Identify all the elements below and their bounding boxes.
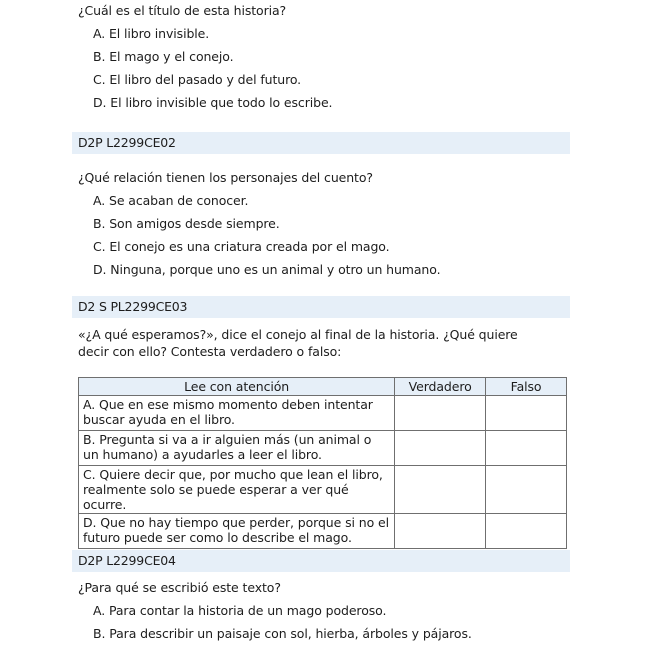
statement-cell: D. Que no hay tiempo que perder, porque si no el futuro puede ser como lo describe el mago. (79, 514, 395, 549)
question-2-option-c: C. El conejo es una criatura creada por el mago. (93, 239, 390, 254)
table-row (79, 396, 567, 431)
question-code: D2 S PL2299CE03 (78, 299, 188, 314)
question-2-option-a: A. Se acaban de conocer. (93, 193, 249, 208)
table-row (79, 431, 567, 466)
true-answer-cell[interactable] (395, 431, 486, 466)
column-header-statement: Lee con atención (79, 378, 395, 396)
question-1-option-c: C. El libro del pasado y del futuro. (93, 72, 302, 87)
question-code-bar (72, 550, 570, 572)
column-header-false: Falso (486, 378, 567, 396)
table-header-row (79, 378, 567, 396)
question-1-option-a: A. El libro invisible. (93, 26, 210, 41)
question-2-option-b: B. Son amigos desde siempre. (93, 216, 280, 231)
question-2-option-d: D. Ninguna, porque uno es un animal y otro un humano. (93, 262, 441, 277)
question-code: D2P L2299CE04 (78, 553, 176, 568)
column-header-true: Verdadero (395, 378, 486, 396)
question-code: D2P L2299CE02 (78, 135, 176, 150)
question-4-text: ¿Para qué se escribió este texto? (78, 580, 281, 595)
true-answer-cell[interactable] (395, 466, 486, 514)
true-answer-cell[interactable] (395, 514, 486, 549)
statement-cell: A. Que en ese mismo momento deben intentar buscar ayuda en el libro. (79, 396, 395, 431)
question-code-bar (72, 132, 570, 154)
true-answer-cell[interactable] (395, 396, 486, 431)
false-answer-cell[interactable] (486, 396, 567, 431)
question-1-text: ¿Cuál es el título de esta historia? (78, 3, 287, 18)
false-answer-cell[interactable] (486, 466, 567, 514)
statement-cell: C. Quiere decir que, por mucho que lean el libro, realmente solo se puede esperar a ver qué ocurre. (79, 466, 395, 514)
question-1-option-d: D. El libro invisible que todo lo escribe. (93, 95, 333, 110)
question-code-bar (72, 296, 570, 318)
table-row (79, 514, 567, 549)
question-4-option-b: B. Para describir un paisaje con sol, hierba, árboles y pájaros. (93, 626, 472, 641)
table-row (79, 466, 567, 514)
true-false-table (78, 377, 567, 549)
question-1-option-b: B. El mago y el conejo. (93, 49, 234, 64)
question-2-text: ¿Qué relación tienen los personajes del cuento? (78, 170, 373, 185)
false-answer-cell[interactable] (486, 431, 567, 466)
false-answer-cell[interactable] (486, 514, 567, 549)
question-4-option-a: A. Para contar la historia de un mago poderoso. (93, 603, 387, 618)
statement-cell: B. Pregunta si va a ir alguien más (un animal o un humano) a ayudarles a leer el libro. (79, 431, 395, 466)
question-3-text: «¿A qué esperamos?», dice el conejo al final de la historia. ¿Qué quiere decir con ello? Contesta verdadero o falso: (78, 327, 518, 359)
